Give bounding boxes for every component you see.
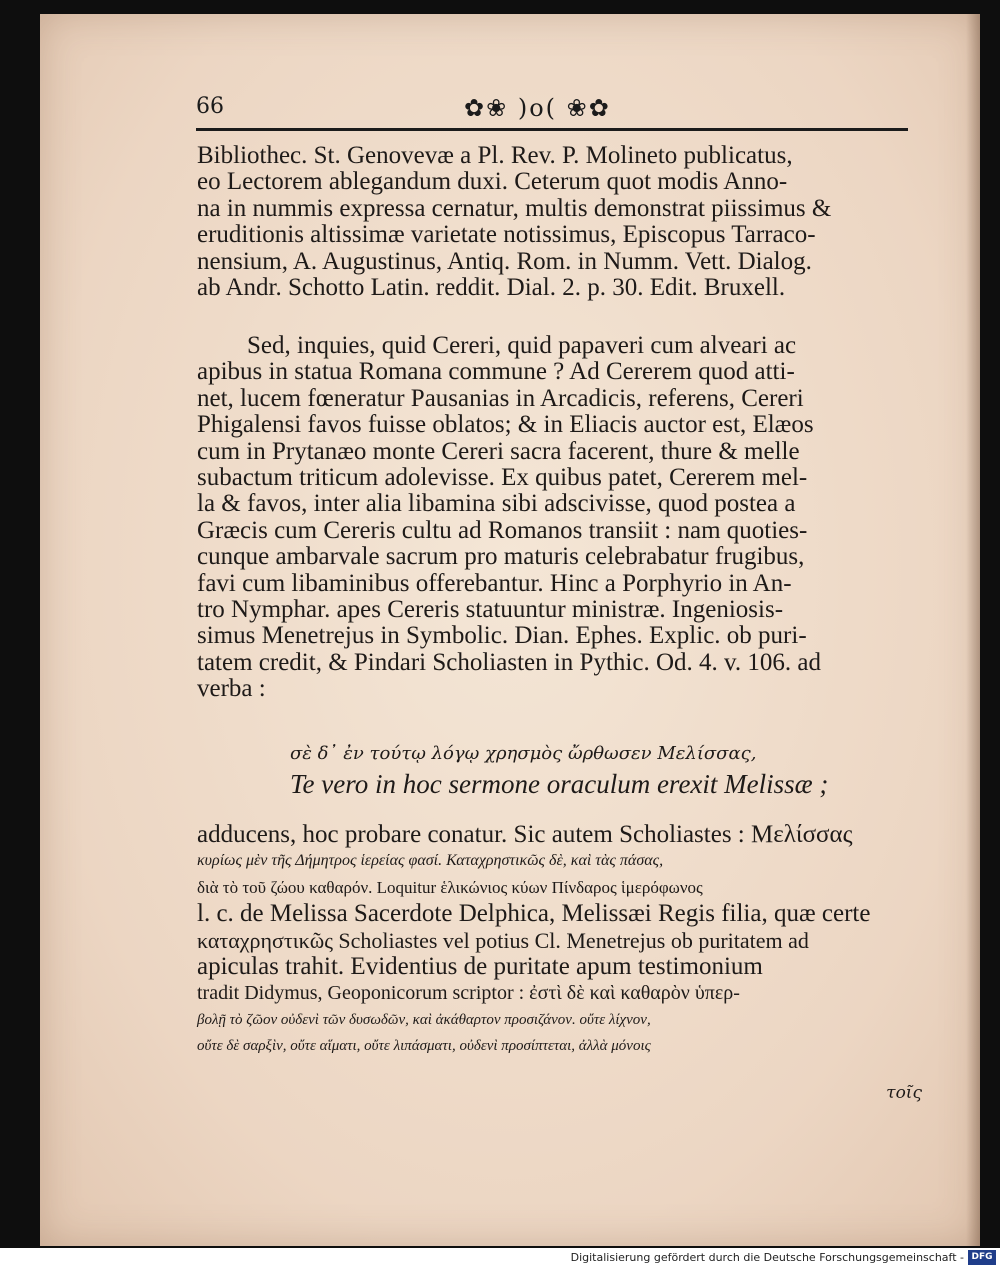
catchword: τοῖς [886, 1083, 922, 1103]
text-line: verba : [197, 675, 266, 703]
text-line: favi cum libaminibus offerebantur. Hinc a Porphyrio in An- [197, 569, 792, 597]
text-line: apibus in statua Romana commune ? Ad Cererem quod atti- [197, 358, 795, 386]
paragraph-2 [197, 333, 889, 703]
paragraph-1 [197, 143, 889, 301]
text-line: net, lucem fœneratur Pausanias in Arcadicis, referens, Cereri [197, 384, 804, 412]
page-number: 66 [196, 94, 224, 119]
header-rule [196, 128, 908, 131]
text-line: na in nummis expressa cernatur, multis demonstrat piissimus & [197, 194, 832, 222]
text-line: cum in Prytanæo monte Cereri sacra facerent, thure & melle [197, 437, 800, 465]
text-line: καταχρηστικῶς Scholiastes vel potius Cl. Menetrejus ob puritatem ad [197, 927, 809, 953]
text-line: adducens, hoc probare conatur. Sic autem Scholiastes : Μελίσσας [197, 821, 853, 848]
page-edge-shadow [966, 14, 980, 1246]
text-line: tatem credit, & Pindari Scholiasten in Pythic. Od. 4. v. 106. ad [197, 648, 821, 676]
greek-text-line: βολῇ τὸ ζῶον οὐδενὶ τῶν δυσωδῶν, καὶ ἀκάθαρτον προσιζάνον. οὔτε λίχνον, [197, 1011, 651, 1028]
header-ornament: ✿❀ )o( ❀✿ [464, 94, 611, 122]
text-line: Græcis cum Cereris cultu ad Romanos transiit : nam quoties- [197, 516, 808, 544]
text-line: tro Nymphar. apes Cereris statuuntur ministræ. Ingeniosis- [197, 596, 784, 624]
text-line: l. c. de Melissa Sacerdote Delphica, Melissæi Regis filia, quæ certe [197, 900, 871, 928]
dfg-logo[interactable]: DFG [968, 1250, 996, 1265]
page-header [196, 86, 896, 126]
greek-text-line: διὰ τὸ τοῦ ζώου καθαρόν. Loquitur ἑλικώνιος κύων Πίνδαρος ἱμερόφωνος [197, 877, 703, 897]
text-line: eo Lectorem ablegandum duxi. Ceterum quot modis Anno- [197, 168, 788, 196]
funding-credit: Digitalisierung gefördert durch die Deutsche Forschungsgemeinschaft - [570, 1251, 964, 1264]
paragraph-3 [197, 822, 889, 1060]
greek-text-line: οὔτε δὲ σαρξὶν, οὔτε αἵματι, οὔτε λιπάσματι, οὐδενὶ προσίπτεται, ἀλλὰ μόνοις [197, 1038, 651, 1055]
digitization-footer [0, 1248, 1000, 1268]
text-line: tradit Didymus, Geoponicorum scriptor : ἐστὶ δὲ καὶ καθαρὸν ὑπερ- [197, 982, 740, 1005]
text-line: Bibliothec. St. Genovevæ a Pl. Rev. P. Molineto publicatus, [197, 142, 793, 169]
text-line: simus Menetrejus in Symbolic. Dian. Ephes. Explic. ob puri- [197, 622, 807, 650]
text-line: apiculas trahit. Evidentius de puritate apum testimonium [197, 953, 763, 981]
text-line: subactum triticum adolevisse. Ex quibus patet, Cererem mel- [197, 464, 808, 492]
greek-verse: σὲ δ᾽ ἐν τούτῳ λόγῳ χρησμὸς ὤρθωσεν Μελίσσας, [290, 743, 757, 764]
text-line: Phigalensi favos fuisse oblatos; & in Eliacis auctor est, Elæos [197, 411, 814, 439]
text-line: ab Andr. Schotto Latin. reddit. Dial. 2. p. 30. Edit. Bruxell. [197, 274, 786, 302]
text-line: Sed, inquies, quid Cereri, quid papaveri cum alveari ac [197, 332, 797, 359]
latin-translation: Te vero in hoc sermone oraculum erexit Melissæ ; [290, 769, 829, 799]
text-line: eruditionis altissimæ varietate notissimus, Episcopus Tarraco- [197, 221, 816, 249]
text-line: cunque ambarvale sacrum pro maturis celebrabatur frugibus, [197, 543, 805, 571]
text-line: nensium, A. Augustinus, Antiq. Rom. in Numm. Vett. Dialog. [197, 247, 812, 275]
text-line: la & favos, inter alia libamina sibi adscivisse, quod postea a [197, 490, 796, 518]
greek-text-line: κυρίως μὲν τῆς Δήμητρος ἱερείας φασί. Καταχρηστικῶς δὲ, καὶ τὰς πάσας, [197, 852, 664, 870]
